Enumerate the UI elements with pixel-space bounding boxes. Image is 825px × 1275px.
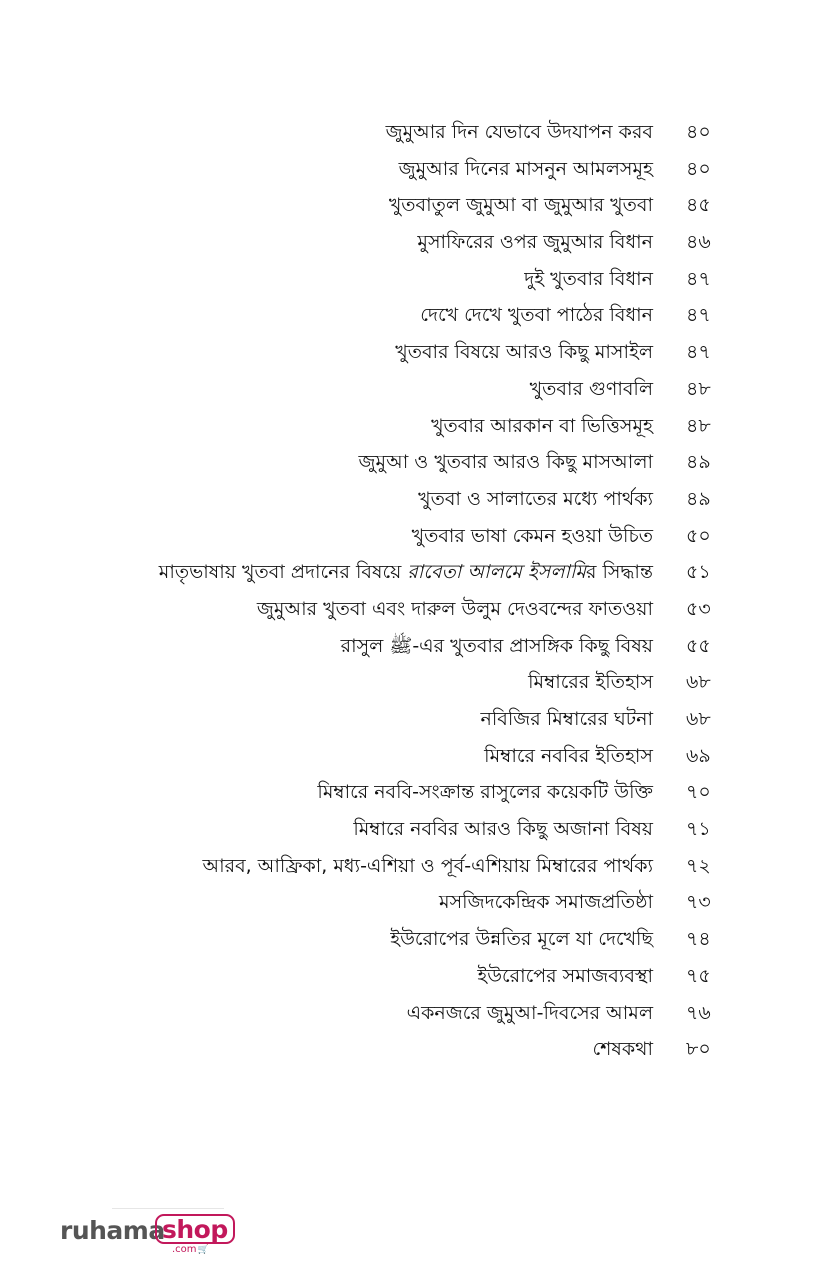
toc-entry-title: মাতৃভাষায় খুতবা প্রদানের বিষয়ে	[158, 561, 402, 584]
toc-entry	[0, 884, 825, 921]
toc-entry-page: ৮০	[686, 1038, 711, 1061]
toc-entry-title: মসজিদকেন্দ্রিক সমাজপ্রতিষ্ঠা	[439, 891, 653, 914]
toc-entry-title: মুসাফিরের ওপর জুমুআর বিধান	[417, 231, 653, 254]
toc-entry	[0, 114, 825, 151]
toc-entry-title: খুতবার আরকান বা ভিত্তিসমূহ	[431, 414, 653, 437]
toc-entry-page: ৪৯	[686, 451, 711, 474]
toc-entry	[0, 481, 825, 518]
toc-entry-title: রাসুল ﷺ-এর খুতবার প্রাসঙ্গিক কিছু বিষয়	[340, 634, 653, 657]
logo-divider	[112, 1208, 224, 1209]
toc-entry-title-composite	[159, 554, 653, 591]
toc-entry-page: ৪৯	[686, 487, 711, 510]
toc-entry-page: ৫৫	[686, 634, 711, 657]
toc-entry	[0, 774, 825, 811]
toc-entry-title: শেষকথা	[592, 1038, 653, 1061]
toc-entry	[0, 224, 825, 261]
toc-entry-page: ৬৯	[686, 744, 711, 767]
toc-entry-page: ৪৬	[686, 231, 711, 254]
toc-entry-title: জুমুআর খুতবা এবং দারুল উলুম দেওবন্দের ফাতওয়া	[256, 597, 653, 620]
toc-entry	[0, 664, 825, 701]
toc-entry	[0, 187, 825, 224]
toc-entry	[0, 518, 825, 555]
toc-entry-page: ৭২	[686, 854, 711, 877]
toc-entry-title: দুই খুতবার বিধান	[524, 267, 653, 290]
toc-entry-title-tail: র সিদ্ধান্ত	[585, 561, 653, 584]
toc-entry	[0, 848, 825, 885]
toc-entry-title: ইউরোপের উন্নতির মূলে যা দেখেছি	[390, 928, 653, 951]
toc-entry-title: মিম্বারে নববির আরও কিছু অজানা বিষয়	[353, 818, 653, 841]
toc-entry-title: খুতবাতুল জুমুআ বা জুমুআর খুতবা	[388, 194, 653, 217]
logo-wordmark: ruhama	[60, 1216, 165, 1245]
toc-entry-page: ৪৫	[686, 194, 711, 217]
toc-entry-page: ৪৮	[686, 414, 711, 437]
toc-entry	[0, 591, 825, 628]
toc-entry	[0, 958, 825, 995]
toc-entry	[0, 921, 825, 958]
toc-entry-title: জুমুআ ও খুতবার আরও কিছু মাসআলা	[358, 451, 653, 474]
cart-icon: 🛒	[197, 1245, 209, 1255]
toc-entry-title-emphasis: রাবেতা আলমে ইসলামি	[407, 561, 586, 584]
toc-entry-page: ৪০	[686, 157, 711, 180]
toc-entry-title: জুমুআর দিনের মাসনুন আমলসমূহ	[398, 157, 653, 180]
toc-entry	[0, 334, 825, 371]
logo-shop-badge: shop	[155, 1214, 235, 1244]
toc-entry-title: খুতবার ভাষা কেমন হওয়া উচিত	[411, 524, 653, 547]
toc-entry	[0, 995, 825, 1032]
toc-entry	[0, 151, 825, 188]
ruhamashop-logo	[60, 1208, 240, 1258]
toc-entry-page: ৫৩	[686, 597, 711, 620]
toc-entry-page: ৭৪	[686, 928, 711, 951]
toc-entry	[0, 811, 825, 848]
toc-entry-page: ৪৮	[686, 377, 711, 400]
logo-domain-text: .com	[172, 1244, 197, 1255]
toc-entry-title: জুমুআর দিন যেভাবে উদযাপন করব	[385, 121, 653, 143]
logo-domain	[172, 1244, 209, 1256]
toc-entry-page: ৬৮	[686, 708, 711, 730]
toc-entry-title: মিম্বারের ইতিহাস	[528, 671, 653, 694]
toc-entry-title: দেখে দেখে খুতবা পাঠের বিধান	[420, 304, 653, 327]
toc-entry	[0, 444, 825, 481]
toc-entry-title: খুতবার গুণাবলি	[529, 377, 653, 400]
toc-entry-page: ৭১	[686, 818, 711, 841]
toc-entry	[0, 261, 825, 298]
toc-entry	[0, 554, 825, 591]
toc-entry-page: ৪৭	[686, 267, 711, 290]
toc-entry	[0, 297, 825, 334]
toc-entry-page: ৪৭	[686, 304, 711, 327]
toc-entry-page: ৪০	[686, 121, 711, 143]
toc-entry	[0, 408, 825, 445]
toc-entry-title: আরব, আফ্রিকা, মধ্য-এশিয়া ও পূর্ব-এশিয়ায় মিম্বারের পার্থক্য	[202, 854, 653, 877]
toc-entry-page: ৭০	[686, 781, 711, 804]
toc-entry-page: ৭৬	[686, 1001, 711, 1024]
toc-entry-page: ৪৭	[686, 341, 711, 364]
toc-entry-page: ৫১	[686, 561, 711, 584]
toc-entry	[0, 1031, 825, 1068]
toc-entry-title: মিম্বারে নববির ইতিহাস	[484, 744, 653, 767]
table-of-contents	[0, 114, 825, 1068]
toc-entry-page: ৫০	[686, 524, 711, 547]
toc-entry-title: মিম্বারে নববি-সংক্রান্ত রাসুলের কয়েকটি উক্তি	[317, 781, 653, 804]
toc-entry	[0, 371, 825, 408]
toc-entry	[0, 628, 825, 665]
toc-entry-title: একনজরে জুমুআ-দিবসের আমল	[406, 1001, 653, 1024]
toc-entry-title: ইউরোপের সমাজব্যবস্থা	[477, 964, 653, 987]
toc-entry-page: ৭৩	[686, 891, 711, 914]
toc-entry	[0, 701, 825, 738]
toc-entry-page: ৬৮	[686, 671, 711, 694]
toc-entry-title: খুতবার বিষয়ে আরও কিছু মাসাইল	[395, 341, 653, 364]
toc-entry	[0, 738, 825, 775]
toc-entry-title: খুতবা ও সালাতের মধ্যে পার্থক্য	[418, 487, 653, 510]
toc-entry-page: ৭৫	[686, 964, 711, 987]
toc-entry-title: নবিজির মিম্বারের ঘটনা	[480, 708, 653, 730]
